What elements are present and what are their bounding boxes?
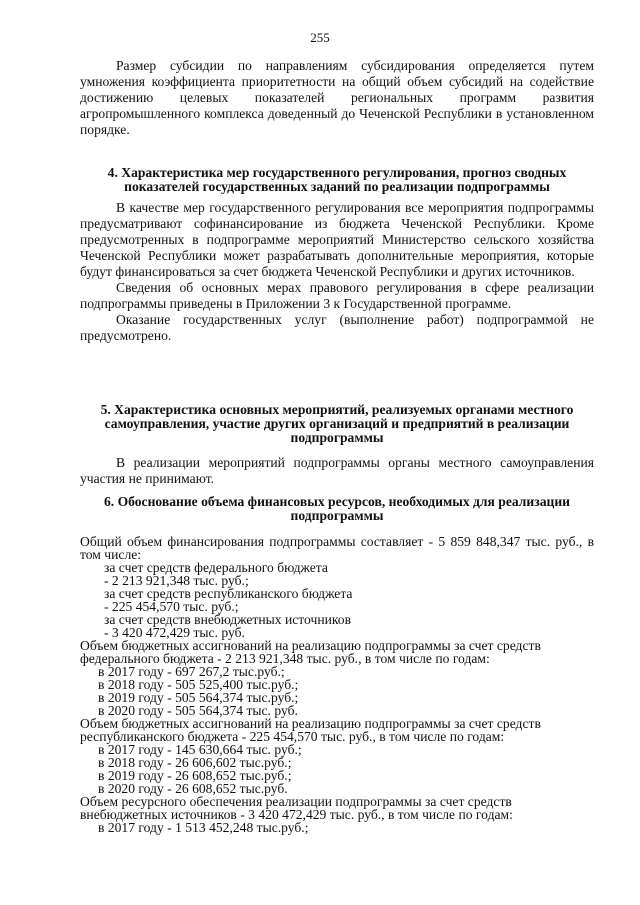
source-amount-federal: - 2 213 921,348 тыс. руб.; bbox=[104, 573, 249, 588]
section-6-heading-block bbox=[80, 495, 594, 523]
federal-year-2020: в 2020 году - 505 564,374 тыс. руб. bbox=[98, 703, 298, 718]
section-4-paragraph-2: Сведения об основных мерах правового регулирования в сфере реализации подпрограммы приведены в Приложении 3 к Государственной программе. bbox=[80, 280, 594, 311]
federal-year-2018: в 2018 году - 505 525,400 тыс.руб.; bbox=[98, 677, 299, 692]
republic-year-2018: в 2018 году - 26 606,602 тыс.руб.; bbox=[98, 755, 292, 770]
intro-block bbox=[80, 58, 594, 138]
source-label-republic: за счет средств республиканского бюджета bbox=[104, 586, 353, 601]
offbudget-year-2017: в 2017 году - 1 513 452,248 тыс.руб.; bbox=[98, 820, 309, 835]
section-6-heading: 6. Обоснование объема финансовых ресурсов, необходимых для реализации подпрограммы bbox=[103, 494, 571, 523]
source-label-federal: за счет средств федерального бюджета bbox=[104, 560, 328, 575]
federal-year-2019: в 2019 году - 505 564,374 тыс.руб.; bbox=[98, 690, 299, 705]
republic-allocation-intro: Объем бюджетных ассигнований на реализацию подпрограммы за счет средств республиканского бюджета - 225 454,570 тыс. руб., в том числе по годам: bbox=[80, 716, 541, 744]
source-amount-offbudget: - 3 420 472,429 тыс. руб. bbox=[104, 625, 245, 640]
section-4-paragraph-1: В качестве мер государственного регулирования все мероприятия подпрограммы предусматривают софинансирование из бюджета Чеченской Республики. Кроме предусмотренных в подпрограмме мероприятий Министерство сельского хозяйства Чеченской Республики может разрабатывать дополнительные мероприятия, которые будут финансироваться за счет бюджета Чеченской Республики и других источников. bbox=[80, 200, 594, 279]
offbudget-allocation-intro: Объем ресурсного обеспечения реализации подпрограммы за счет средств внебюджетных источников - 3 420 472,429 тыс. руб., в том числе по годам: bbox=[80, 794, 513, 822]
source-label-offbudget: за счет средств внебюджетных источников bbox=[104, 612, 352, 627]
section-5-heading: 5. Характеристика основных мероприятий, реализуемых органами местного самоуправления, участие других организаций и предприятий в реализации подпрограммы bbox=[100, 402, 574, 445]
republic-year-2019: в 2019 году - 26 608,652 тыс.руб.; bbox=[98, 768, 292, 783]
source-amount-republic: - 225 454,570 тыс. руб.; bbox=[104, 599, 239, 614]
funding-total: Общий объем финансирования подпрограммы составляет - 5 859 848,347 тыс. руб., в том числе: bbox=[80, 534, 594, 562]
section-5-body bbox=[80, 455, 594, 487]
republic-year-2020: в 2020 году - 26 608,652 тыс.руб. bbox=[98, 781, 288, 796]
section-5-paragraph: В реализации мероприятий подпрограммы органы местного самоуправления участия не принимают. bbox=[80, 455, 594, 486]
section-4-paragraph-3: Оказание государственных услуг (выполнение работ) подпрограммой не предусмотрено. bbox=[80, 312, 594, 343]
section-6-body bbox=[80, 535, 594, 834]
page-number: 255 bbox=[310, 30, 330, 45]
federal-year-2017: в 2017 году - 697 267,2 тыс.руб.; bbox=[98, 664, 285, 679]
section-4-heading: 4. Характеристика мер государственного регулирования, прогноз сводных показателей государственных заданий по реализации подпрограммы bbox=[107, 165, 567, 194]
intro-paragraph: Размер субсидии по направлениям субсидирования определяется путем умножения коэффициента приоритетности на общий объем субсидий на содействие достижению целевых показателей региональных программ развития агропромышленного комплекса доведенный до Чеченской Республики в установленном порядке. bbox=[80, 58, 594, 137]
federal-allocation-intro: Объем бюджетных ассигнований на реализацию подпрограммы за счет средств федерального бюджета - 2 213 921,348 тыс. руб., в том числе по годам: bbox=[80, 638, 541, 666]
republic-year-2017: в 2017 году - 145 630,664 тыс. руб.; bbox=[98, 742, 302, 757]
section-5-heading-block bbox=[80, 403, 594, 445]
section-4-heading-block bbox=[80, 166, 594, 194]
section-4-body bbox=[80, 200, 594, 344]
